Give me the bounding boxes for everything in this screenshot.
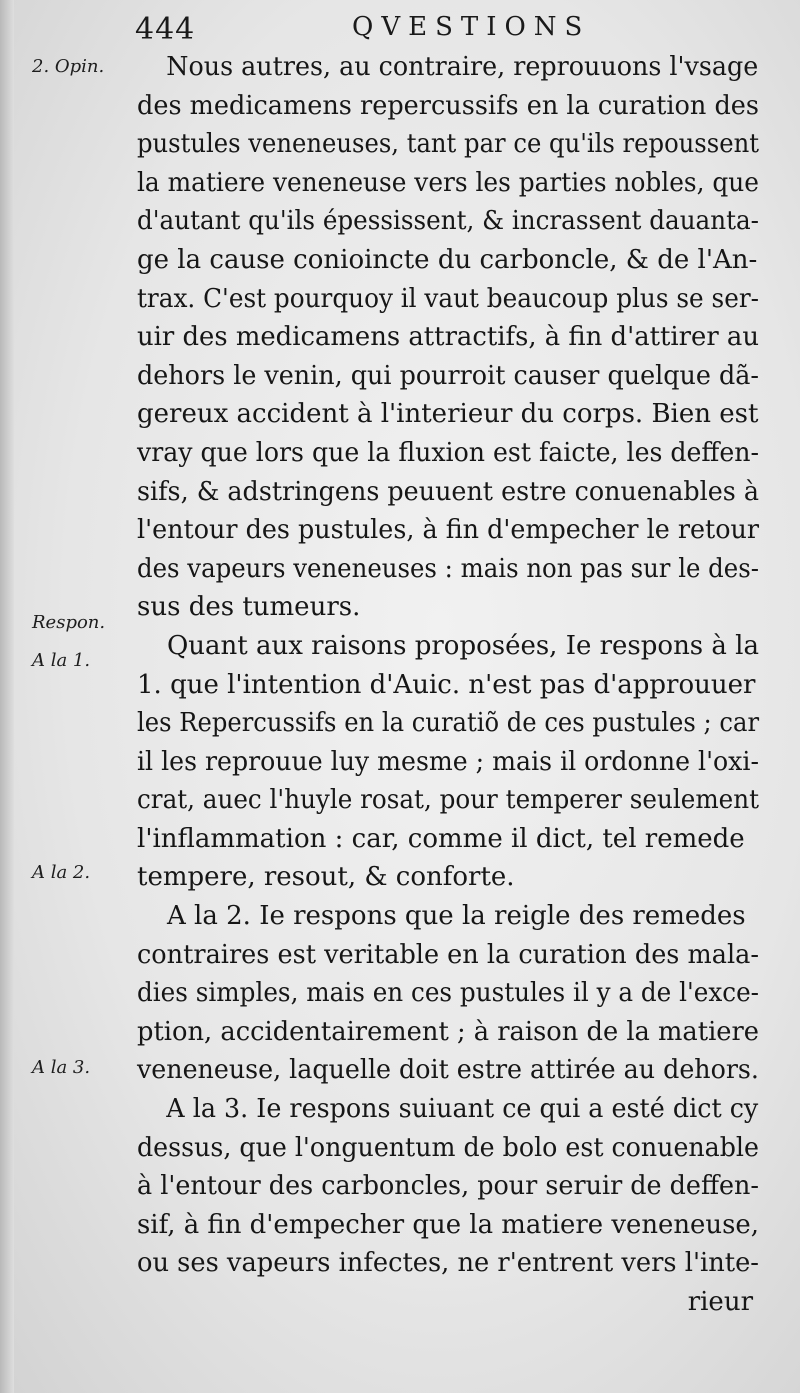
text-line: 1. que l'intention d'Auic. n'est pas d'approuuer — [137, 669, 756, 700]
text-line: l'entour des pustules, à fin d'empecher le retour — [137, 515, 759, 546]
margin-note-respon: Respon. — [32, 612, 106, 633]
text-line: des medicamens repercussifs en la curation des — [137, 90, 760, 121]
page-gutter-shadow — [0, 0, 14, 1393]
text-line: Quant aux raisons proposées, Ie respons à la — [166, 630, 759, 661]
text-line: A la 2. Ie respons que la reigle des remedes — [167, 901, 746, 932]
text-line: contraires est veritable en la curation des mala- — [137, 939, 759, 970]
text-line: dessus, que l'onguentum de bolo est conuenable — [137, 1132, 759, 1163]
text-line: crat, auec l'huyle rosat, pour temperer seulement — [137, 785, 760, 816]
body-text — [137, 48, 763, 1322]
text-line: l'inflammation : car, comme il dict, tel remede — [137, 823, 745, 854]
page-number: 444 — [135, 12, 196, 47]
text-line: sus des tumeurs. — [137, 592, 361, 623]
text-line: Nous autres, au contraire, reprouuons l'vsage — [166, 52, 759, 82]
margin-note-a-la-2: A la 2. — [32, 862, 91, 883]
text-line: d'autant qu'ils épessissent, & incrassent dauanta- — [137, 206, 759, 237]
text-line: tempere, resout, & conforte. — [137, 862, 515, 893]
text-line: des vapeurs veneneuses : mais non pas sur le des- — [137, 553, 759, 584]
text-line: les Repercussifs en la curatiõ de ces pustules ; car — [137, 708, 760, 739]
text-line: veneneuse, laquelle doit estre attirée au dehors. — [137, 1055, 759, 1086]
text-line: ou ses vapeurs infectes, ne r'entrent vers l'inte- — [137, 1248, 759, 1279]
margin-note-a-la-1: A la 1. — [32, 650, 91, 671]
text-line: ge la cause conioincte du carboncle, & de l'An- — [137, 244, 758, 275]
text-line: sif, à fin d'empecher que la matiere veneneuse, — [137, 1209, 759, 1240]
running-title: QVESTIONS — [352, 12, 591, 42]
text-line: dies simples, mais en ces pustules il y a de l'exce- — [137, 978, 759, 1009]
margin-note-a-la-3: A la 3. — [32, 1057, 91, 1078]
text-line: uir des medicamens attractifs, à fin d'attirer au — [137, 322, 759, 353]
catchword: rieur — [687, 1287, 753, 1317]
text-line: pustules veneneuses, tant par ce qu'ils repoussent — [137, 129, 759, 160]
text-line: ption, accidentairement ; à raison de la matiere — [137, 1016, 759, 1047]
margin-note-opinion: 2. Opin. — [32, 56, 105, 77]
text-line: gereux accident à l'interieur du corps. Bien est — [137, 399, 759, 430]
text-line: la matiere veneneuse vers les parties nobles, que — [137, 167, 759, 198]
text-line: vray que lors que la fluxion est faicte, les deffen- — [137, 437, 759, 468]
text-line: à l'entour des carboncles, pour seruir de deffen- — [137, 1171, 760, 1202]
text-line: sifs, & adstringens peuuent estre conuenables à — [137, 476, 760, 507]
text-line: dehors le venin, qui pourroit causer quelque dã- — [137, 360, 759, 391]
text-line: A la 3. Ie respons suiuant ce qui a esté dict cy — [166, 1094, 759, 1125]
text-line: trax. C'est pourquoy il vaut beaucoup plus se ser- — [137, 283, 760, 314]
text-line: il les reprouue luy mesme ; mais il ordonne l'oxi- — [137, 746, 759, 777]
